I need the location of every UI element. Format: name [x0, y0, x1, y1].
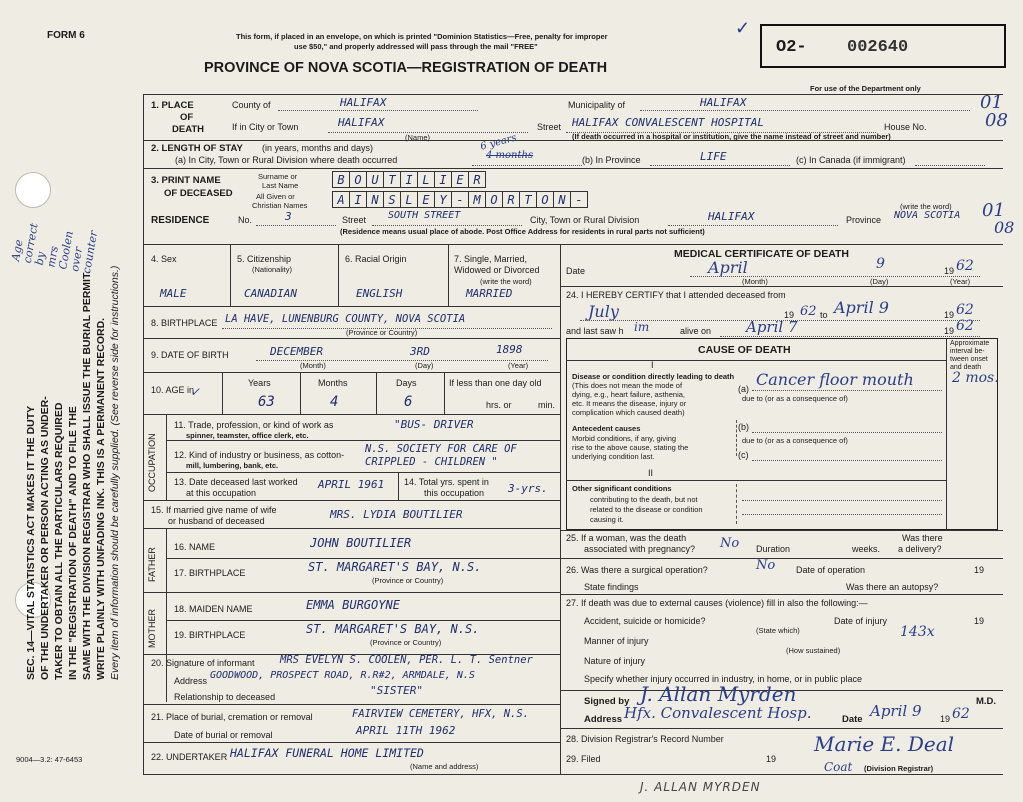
house-label: House No. — [884, 122, 927, 132]
spouse-label-1: 15. If married give name of wife — [151, 505, 277, 515]
given-letter-box: R — [502, 191, 520, 208]
antecedent-label-2: Morbid conditions, if any, giving — [572, 434, 677, 443]
given-letter-box: Y — [434, 191, 452, 208]
surname-letter-box: U — [366, 171, 384, 188]
stay-a-struck: 4 months — [486, 150, 534, 161]
name-label-2: OF DECEASED — [164, 188, 233, 199]
nature-label: Nature of injury — [584, 656, 646, 666]
certify-to-year: 62 — [956, 302, 974, 318]
age-months: 4 — [330, 394, 339, 410]
stay-label: 2. LENGTH OF STAY — [151, 143, 243, 154]
notice-line-1: This form, if placed in an envelope, on which is printed "Dominion Statistics—Free, penalty for improper — [236, 32, 608, 41]
mother-birthplace: ST. MARGARET'S BAY, N.S. — [306, 622, 480, 636]
relationship-label: Relationship to deceased — [174, 692, 276, 702]
registration-prefix: O2- — [776, 38, 807, 57]
physician-printed-name: J. ALLAN MYRDEN — [640, 780, 761, 794]
municipality-label: Municipality of — [568, 100, 626, 110]
residence-code-1: 01 — [982, 200, 1005, 221]
surname-letter-box: T — [383, 171, 401, 188]
cause-c-label: (c) — [738, 450, 749, 460]
residence-province-label: Province — [846, 215, 882, 225]
stay-c-label: (c) In Canada (if immigrant) — [796, 155, 906, 165]
birthplace-value: LA HAVE, LUNENBURG COUNTY, NOVA SCOTIA — [225, 313, 466, 325]
form-title: PROVINCE OF NOVA SCOTIA—REGISTRATION OF DEATH — [204, 60, 608, 76]
check-mark-icon: ✓ — [735, 18, 751, 38]
father-side-label: FATHER — [147, 547, 157, 582]
top-rule — [143, 94, 1003, 95]
death-day: 9 — [876, 256, 885, 272]
city-value: HALIFAX — [338, 116, 385, 129]
medical-heading: MEDICAL CERTIFICATE OF DEATH — [674, 248, 849, 260]
place-note: (If death occurred in a hospital or institution, give the name instead of street and number) — [572, 132, 891, 141]
antecedent-label-4: underlying condition last. — [572, 452, 655, 461]
rule-3 — [143, 244, 1003, 245]
spouse-value: MRS. LYDIA BOUTILIER — [330, 508, 463, 521]
trade-value: "BUS- DRIVER — [394, 418, 474, 431]
place-label-2: OF — [180, 112, 194, 123]
age-months-label: Months — [318, 378, 348, 388]
immediate-label-1: Disease or condition directly leading to death — [572, 372, 735, 381]
interval-header: Approximate interval be- tween onset and death — [950, 340, 990, 371]
relationship-value: "SISTER" — [370, 684, 423, 697]
side-line-4: IN THE "REGISTRATION OF DEATH" AND TO FILE THE — [67, 406, 79, 680]
last-saw-year: 62 — [956, 318, 974, 334]
racial-value: ENGLISH — [356, 287, 403, 300]
last-worked-label-2: at this occupation — [186, 488, 257, 498]
sex-value: MALE — [160, 287, 187, 300]
dob-year: 1898 — [496, 343, 523, 356]
q26-label: 26. Was there a surgical operation? — [566, 565, 708, 575]
surname-letter-box: I — [434, 171, 452, 188]
antecedent-label-1: Antecedent causes — [572, 424, 641, 433]
specify-label: Specify whether injury occurred in industry, in home, or in public place — [584, 674, 862, 684]
residence-note: (Residence means usual place of abode. Post Office Address for residents in rural parts not sufficient) — [340, 227, 705, 236]
informant-address-label: Address — [174, 676, 208, 686]
given-letter-box: N — [553, 191, 571, 208]
burial-date-label: Date of burial or removal — [174, 730, 273, 740]
given-label-2: Christian Names — [252, 201, 308, 210]
mother-maiden-label: 18. MAIDEN NAME — [174, 604, 253, 614]
side-instructions — [24, 80, 122, 680]
other-label-2: contributing to the death, but not — [590, 495, 698, 504]
center-divider — [560, 244, 561, 774]
write-word-note-2: (write the word) — [480, 277, 532, 286]
years-spent-value: 3-yrs. — [508, 482, 548, 495]
residence-no: 3 — [285, 210, 292, 223]
industry-value-1: N.S. SOCIETY FOR CARE OF — [365, 443, 517, 455]
burial-label: 21. Place of burial, cremation or removal — [151, 712, 313, 722]
father-name-label: 16. NAME — [174, 542, 216, 552]
delivery-label-1: Was there — [902, 533, 943, 543]
dob-month-sub: (Month) — [300, 361, 326, 370]
death-month: April — [708, 258, 748, 277]
place-label-1: 1. PLACE — [151, 100, 194, 111]
rule-2 — [143, 168, 1003, 169]
certify-to: April 9 — [834, 298, 889, 317]
filed-label: 29. Filed — [566, 754, 601, 764]
age-label: 10. AGE in — [151, 385, 195, 395]
mother-maiden: EMMA BURGOYNE — [306, 598, 400, 612]
occupation-side-label: OCCUPATION — [147, 433, 157, 492]
county-value: HALIFAX — [340, 96, 387, 109]
dob-day: 3RD — [410, 345, 430, 358]
place-code-2: 08 — [985, 110, 1008, 131]
age-years-label: Years — [248, 378, 271, 388]
immediate-cause: Cancer floor mouth — [756, 370, 914, 389]
last-saw-label: and last saw h — [566, 326, 624, 336]
certify-from: July — [588, 302, 619, 321]
citizenship-sub: (Nationality) — [252, 265, 293, 274]
infant-hrs: hrs. or — [486, 400, 512, 410]
given-letter-box: M — [468, 191, 486, 208]
immediate-label-5: complication which caused death) — [572, 408, 685, 417]
given-letter-box: E — [417, 191, 435, 208]
infant-label: If less than one day old — [449, 378, 542, 388]
given-label-1: All Given or — [256, 192, 295, 201]
side-line-7: Every item of information should be carefully supplied. (See reverse side for instructions.) — [109, 265, 121, 680]
place-code-1: 01 — [980, 92, 1003, 113]
how-sustained-sub: (How sustained) — [786, 646, 841, 655]
father-birthplace-label: 17. BIRTHPLACE — [174, 568, 246, 578]
undertaker-sub: (Name and address) — [410, 762, 479, 771]
surname-boxes — [333, 171, 486, 188]
city-label: If in City or Town — [232, 122, 299, 132]
side-line-5: SAME WITH THE DIVISION REGISTRAR WHO SHALL ISSUE THE BURIAL PERMIT. — [81, 270, 93, 680]
given-letter-box: L — [400, 191, 418, 208]
municipality-value: HALIFAX — [700, 96, 747, 109]
death-date-label: Date — [566, 266, 586, 276]
father-birthplace-sub: (Province or Country) — [372, 576, 444, 585]
industry-label-1: 12. Kind of industry or business, as cotton- — [174, 450, 345, 460]
certify-from-century: 19 — [784, 310, 795, 320]
cause-b-label: (b) — [738, 422, 749, 432]
surname-letter-box: B — [332, 171, 350, 188]
injury-19: 19 — [974, 616, 985, 626]
duration-label: Duration — [756, 544, 791, 554]
spouse-label-2: or husband of deceased — [168, 516, 265, 526]
signed-year: 62 — [952, 706, 970, 722]
mother-birthplace-label: 19. BIRTHPLACE — [174, 630, 246, 640]
interval-value: 2 mos. — [952, 370, 999, 386]
given-letter-box: - — [451, 191, 469, 208]
citizenship-label: 5. Citizenship — [237, 254, 292, 264]
surname-letter-box: E — [451, 171, 469, 188]
immediate-label-3: dying, e.g., heart failure, asthenia, — [572, 390, 685, 399]
q25-label-2: associated with pregnancy? — [584, 544, 696, 554]
given-letter-box: O — [485, 191, 503, 208]
burial-place: FAIRVIEW CEMETERY, HFX, N.S. — [352, 708, 530, 720]
mother-birthplace-sub: (Province or Country) — [370, 638, 442, 647]
q25-value: No — [720, 536, 740, 551]
due-to-2: due to (or as a consequence of) — [742, 436, 848, 445]
years-spent-label-2: this occupation — [424, 488, 485, 498]
marital-label-1: 7. Single, Married, — [454, 254, 528, 264]
section-1: I — [651, 360, 654, 370]
death-century: 19 — [944, 266, 955, 276]
undertaker-label: 22. UNDERTAKER — [151, 752, 228, 762]
father-name: JOHN BOUTILIER — [310, 536, 412, 550]
signed-date: April 9 — [870, 702, 922, 720]
street-label: Street — [537, 122, 562, 132]
section-2: II — [648, 468, 654, 478]
place-label-3: DEATH — [172, 124, 205, 135]
given-letter-box: A — [332, 191, 350, 208]
delivery-label-2: a delivery? — [898, 544, 942, 554]
age-years: 63 — [258, 394, 275, 410]
due-to-1: due to (or as a consequence of) — [742, 394, 848, 403]
write-word-note: (write the word) — [900, 202, 952, 211]
birthplace-sub: (Province or Country) — [346, 328, 418, 337]
name-label-1: 3. PRINT NAME — [151, 175, 221, 186]
given-boxes — [333, 191, 588, 208]
form-number: FORM 6 — [47, 30, 85, 41]
industry-value-2: CRIPPLED - CHILDREN " — [365, 456, 498, 468]
cause-a-label: (a) — [738, 384, 749, 394]
residence-city: HALIFAX — [708, 210, 755, 223]
surname-label-2: Last Name — [262, 181, 299, 190]
infant-min: min. — [538, 400, 556, 410]
given-letter-box: - — [570, 191, 588, 208]
father-birthplace: ST. MARGARET'S BAY, N.S. — [308, 560, 482, 574]
age-days-label: Days — [396, 378, 417, 388]
undertaker-name: HALIFAX FUNERAL HOME LIMITED — [230, 746, 424, 760]
injury-date-label: Date of injury — [834, 616, 888, 626]
other-label-4: causing it. — [590, 515, 624, 524]
accident-label: Accident, suicide or homicide? — [584, 616, 706, 626]
dob-day-sub: (Day) — [415, 361, 434, 370]
surname-letter-box: O — [349, 171, 367, 188]
record-number-label: 28. Division Registrar's Record Number — [566, 734, 724, 744]
dob-month: DECEMBER — [270, 345, 323, 358]
birthplace-label: 8. BIRTHPLACE — [151, 318, 218, 328]
stay-a-label: (a) In City, Town or Rural Division where death occurred — [175, 155, 398, 165]
given-letter-box: N — [366, 191, 384, 208]
given-letter-box: I — [349, 191, 367, 208]
dob-year-sub: (Year) — [508, 361, 529, 370]
informant-address: GOODWOOD, PROSPECT ROAD, R.R#2, ARMDALE, N.S — [210, 670, 475, 681]
residence-province: NOVA SCOTIA — [894, 210, 961, 221]
marital-value: MARRIED — [466, 287, 513, 300]
surname-letter-box: I — [400, 171, 418, 188]
last-worked-label-1: 13. Date deceased last worked — [174, 477, 298, 487]
death-year: 62 — [956, 258, 974, 274]
last-saw-pronoun: im — [634, 320, 650, 334]
informant-signature: MRS EVELYN S. COOLEN, PER. L. T. Sentner — [280, 654, 533, 666]
signed-century: 19 — [940, 714, 951, 724]
certify-to-label: to — [820, 310, 828, 320]
surname-label-1: Surname or — [258, 172, 298, 181]
side-line-6: WRITE PLAINLY WITH UNFADING INK. THIS IS A PERMANENT RECORD. — [95, 317, 107, 680]
years-spent-label-1: 14. Total yrs. spent in — [404, 477, 489, 487]
side-line-1: SEC. 14—VITAL STATISTICS ACT MAKES IT THE DUTY — [25, 405, 37, 680]
physician-signature: J. Allan Myrden — [640, 682, 797, 706]
death-year-sub: (Year) — [950, 277, 971, 286]
dob-label: 9. DATE OF BIRTH — [151, 350, 229, 360]
state-which-sub: (State which) — [756, 626, 800, 635]
residence-code-2: 08 — [994, 218, 1015, 237]
last-saw-date: April 7 — [746, 318, 798, 336]
surname-letter-box: R — [468, 171, 486, 188]
citizenship-value: CANADIAN — [244, 287, 297, 300]
residence-street-label: Street — [342, 215, 367, 225]
death-day-sub: (Day) — [870, 277, 889, 286]
certify-to-century: 19 — [944, 310, 955, 320]
side-line-2: OF THE UNDERTAKER OR PERSON ACTING AS UNDER- — [39, 396, 51, 680]
mother-side-label: MOTHER — [147, 609, 157, 648]
death-month-sub: (Month) — [742, 277, 768, 286]
stay-b-label: (b) In Province — [582, 155, 641, 165]
registration-number-box — [760, 24, 1006, 68]
signed-label: Signed by — [584, 696, 630, 707]
physician-address-label: Address — [584, 714, 623, 725]
stay-sub: (in years, months and days) — [262, 143, 374, 153]
operation-date-label: Date of operation — [796, 565, 866, 575]
filed-19: 19 — [766, 754, 777, 764]
marital-label-2: Widowed or Divorced — [454, 265, 540, 275]
given-letter-box: O — [536, 191, 554, 208]
form-code: 9004—3.2: 47-6453 — [16, 755, 83, 764]
manner-label: Manner of injury — [584, 636, 649, 646]
md-label: M.D. — [976, 696, 997, 707]
stay-a-value: 6 years — [479, 132, 518, 153]
registration-number: 002640 — [847, 38, 909, 57]
antecedent-label-3: rise to the above cause, stating the — [572, 443, 689, 452]
surname-letter-box: L — [417, 171, 435, 188]
racial-label: 6. Racial Origin — [345, 254, 407, 264]
notice-line-2: use $50," and properly addressed will pass through the mail "FREE" — [294, 42, 538, 51]
residence-city-label: City, Town or Rural Division — [530, 215, 640, 225]
last-worked-value: APRIL 1961 — [318, 478, 385, 491]
q25-label-1: 25. If a woman, was the death — [566, 533, 687, 543]
physician-address: Hfx. Convalescent Hosp. — [624, 704, 812, 722]
residence-street: SOUTH STREET — [388, 210, 461, 221]
trade-label-2: spinner, teamster, office clerk, etc. — [186, 431, 309, 440]
residence-label: RESIDENCE — [151, 215, 210, 226]
injury-code: 143x — [900, 624, 935, 640]
age-check-icon: ✓ — [190, 385, 201, 399]
margin-note: Age correct by mrs Coolen over counter — [9, 222, 101, 275]
stay-b-value: LIFE — [700, 150, 727, 163]
given-letter-box: T — [519, 191, 537, 208]
sex-label: 4. Sex — [151, 254, 177, 264]
last-saw-century: 19 — [944, 326, 955, 336]
burial-date: APRIL 11TH 1962 — [356, 724, 456, 737]
informant-label: 20. Signature of informant — [151, 658, 255, 668]
other-label-1: Other significant conditions — [572, 484, 672, 493]
q27-label: 27. If death was due to external causes (violence) fill in also the following:— — [566, 598, 868, 608]
side-line-3: TAKER TO OBTAIN ALL THE PARTICULARS REQUIRED — [53, 402, 65, 680]
immediate-label-2: (This does not mean the mode of — [572, 381, 683, 390]
operation-19: 19 — [974, 565, 985, 575]
state-findings-label: State findings — [584, 582, 639, 592]
street-value: HALIFAX CONVALESCENT HOSPITAL — [572, 116, 765, 129]
city-name-sub: (Name) — [405, 133, 431, 142]
left-border — [143, 94, 144, 774]
certify-label: 24. I HEREBY CERTIFY that I attended deceased from — [566, 290, 786, 300]
department-use-label: For use of the Department only — [810, 84, 921, 93]
weeks-label: weeks. — [852, 544, 881, 554]
registrar-signature: Marie E. Deal — [814, 732, 955, 756]
q26-value: No — [756, 558, 776, 573]
county-label: County of — [232, 100, 271, 110]
industry-label-2: mill, lumbering, bank, etc. — [186, 461, 279, 470]
registrar-extra: Coat — [824, 760, 853, 774]
registrar-sub: (Division Registrar) — [864, 764, 934, 773]
immediate-label-4: etc. It means the disease, injury or — [572, 399, 687, 408]
autopsy-label: Was there an autopsy? — [846, 582, 939, 592]
alive-on-label: alive on — [680, 326, 712, 336]
certify-from-year: 62 — [800, 304, 817, 319]
age-days: 6 — [404, 394, 413, 410]
trade-label-1: 11. Trade, profession, or kind of work as — [174, 420, 334, 430]
residence-no-label: No. — [238, 215, 253, 225]
other-label-3: related to the disease or condition — [590, 505, 703, 514]
signed-date-label: Date — [842, 714, 863, 725]
given-letter-box: S — [383, 191, 401, 208]
cause-heading: CAUSE OF DEATH — [698, 344, 791, 356]
